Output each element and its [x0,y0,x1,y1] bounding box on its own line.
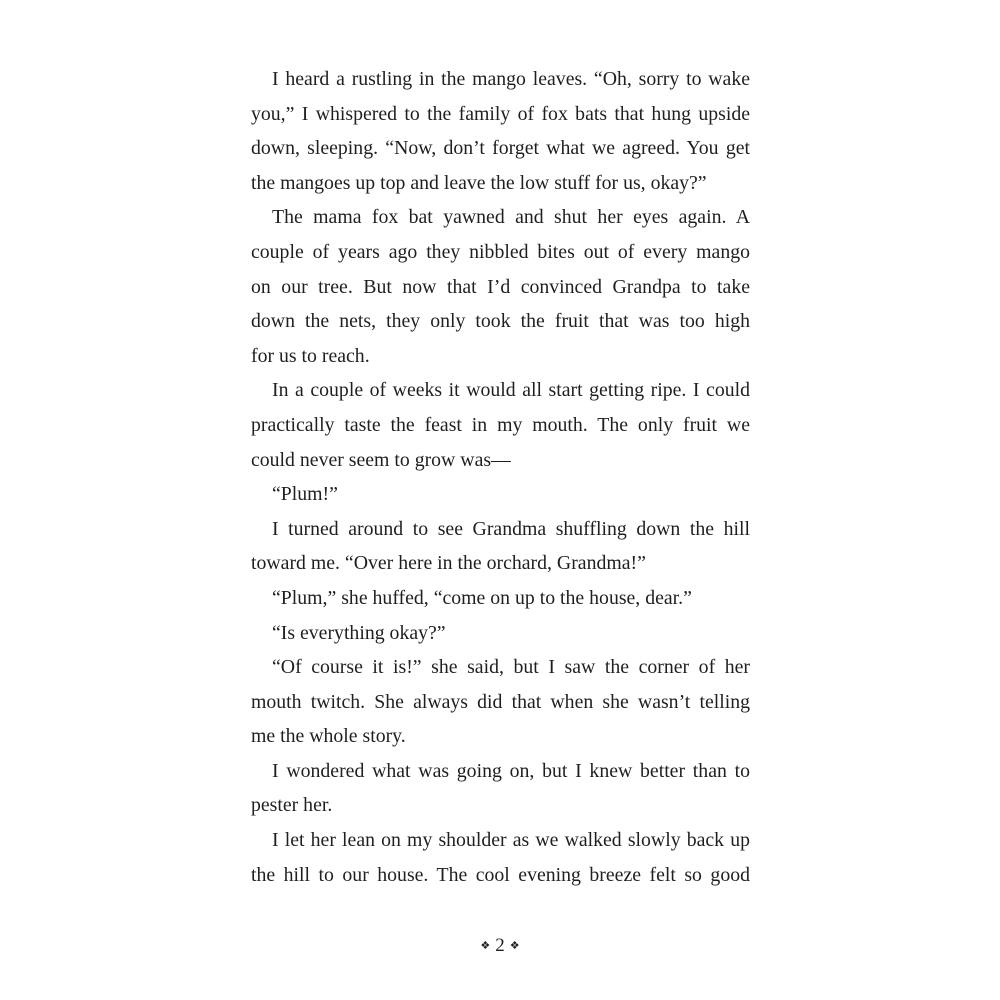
text-line: pester her. [251,794,333,817]
paragraph [251,581,750,616]
right-ornament-icon: ❖ [509,940,520,952]
paragraph [251,477,750,512]
text-line: for us to reach. [251,344,370,367]
page-number: 2 [495,935,505,956]
text-line: “Of course it is!” she said, but I saw the corner of her [272,656,750,679]
text-line: down, sleeping. “Now, don’t forget what we agreed. You get [251,137,750,160]
text-line: “Plum,” she huffed, “come on up to the house, dear.” [272,586,692,609]
text-line: could never seem to grow was— [251,448,511,471]
text-line: mouth twitch. She always did that when she wasn’t telling [251,690,750,713]
paragraph [251,200,750,373]
left-ornament-icon: ❖ [480,940,491,952]
paragraph [251,754,750,823]
page-number-footer [0,931,1000,961]
body-text [251,62,750,892]
text-line: I wondered what was going on, but I knew better than to [272,759,750,782]
text-line: on our tree. But now that I’d convinced Grandpa to take [251,275,750,298]
text-line: The mama fox bat yawned and shut her eyes again. A [272,206,750,229]
paragraph [251,823,750,892]
text-line: I turned around to see Grandma shuffling down the hill [272,517,750,540]
text-line: practically taste the feast in my mouth. The only fruit we [251,413,750,436]
text-line: the hill to our house. The cool evening breeze felt so good [251,863,750,886]
paragraph [251,616,750,651]
text-line: couple of years ago they nibbled bites out of every mango [251,240,750,263]
text-line: I let her lean on my shoulder as we walked slowly back up [272,829,750,852]
text-line: I heard a rustling in the mango leaves. “Oh, sorry to wake [272,68,750,90]
text-line: In a couple of weeks it would all start getting ripe. I could [272,379,750,402]
text-line: you,” I whispered to the family of fox bats that hung upside [251,102,750,125]
text-line: me the whole story. [251,725,406,748]
paragraph [251,512,750,581]
paragraph [251,373,750,477]
text-line: down the nets, they only took the fruit that was too high [251,310,750,333]
paragraph [251,650,750,754]
text-line: the mangoes up top and leave the low stuff for us, okay?” [251,171,707,194]
text-line: “Is everything okay?” [272,621,446,644]
text-line: “Plum!” [272,483,338,506]
text-line: toward me. “Over here in the orchard, Grandma!” [251,552,646,575]
paragraph [251,62,750,200]
